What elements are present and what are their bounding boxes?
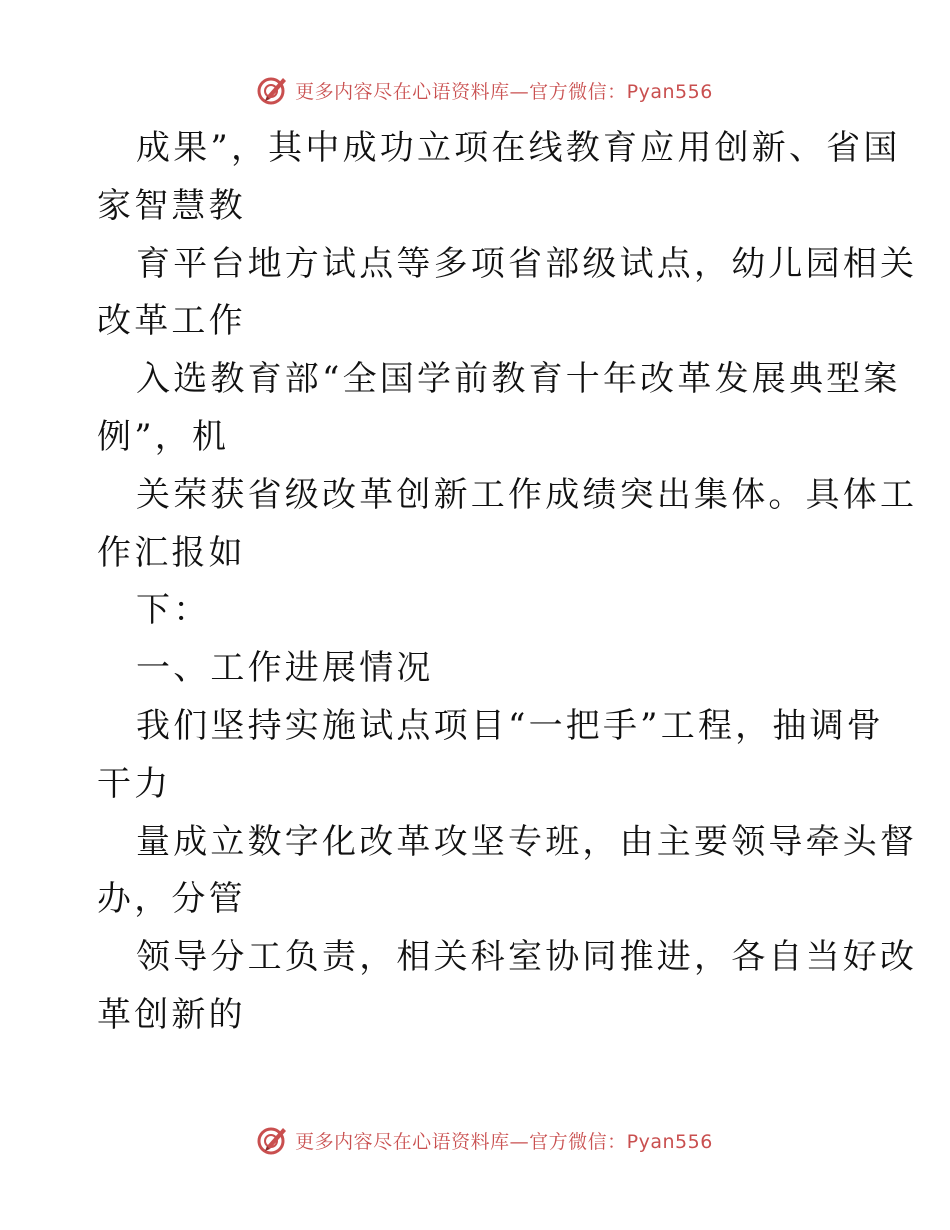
body-text-line: 育平台地方试点等多项省部级试点，幼儿园相关 <box>136 243 918 284</box>
body-text-line: 量成立数字化改革攻坚专班，由主要领导牵头督 <box>136 821 918 862</box>
body-text-line: 我们坚持实施试点项目“一把手”工程，抽调骨 <box>136 705 884 746</box>
body-text-line: 一、工作进展情况 <box>136 648 434 689</box>
body-text-line: 关荣获省级改革创新工作成绩突出集体。具体工 <box>136 474 918 515</box>
watermark-text: 更多内容尽在心语资料库—官方微信：Pyan556 <box>295 1130 713 1153</box>
pen-logo-icon <box>257 74 289 106</box>
body-text-line: 家智慧教 <box>97 185 246 226</box>
body-text-line: 干力 <box>97 763 172 804</box>
body-text-line: 下： <box>136 590 211 631</box>
document-body <box>97 120 918 1045</box>
watermark-text: 更多内容尽在心语资料库—官方微信：Pyan556 <box>295 80 713 103</box>
body-text-line: 成果”，其中成功立项在线教育应用创新、省国 <box>136 128 901 168</box>
body-text-line: 作汇报如 <box>97 532 246 573</box>
body-text-line: 改革工作 <box>97 301 246 342</box>
header-watermark <box>0 72 950 108</box>
pen-logo-icon <box>257 1124 289 1156</box>
footer-watermark <box>0 1122 950 1158</box>
body-text-line: 革创新的 <box>97 994 246 1035</box>
body-text-line: 办，分管 <box>97 879 246 920</box>
body-text-line: 入选教育部“全国学前教育十年改革发展典型案 <box>136 359 901 400</box>
body-text-line: 领导分工负责，相关科室协同推进，各自当好改 <box>136 937 918 978</box>
body-text-line: 例”，机 <box>97 416 230 457</box>
